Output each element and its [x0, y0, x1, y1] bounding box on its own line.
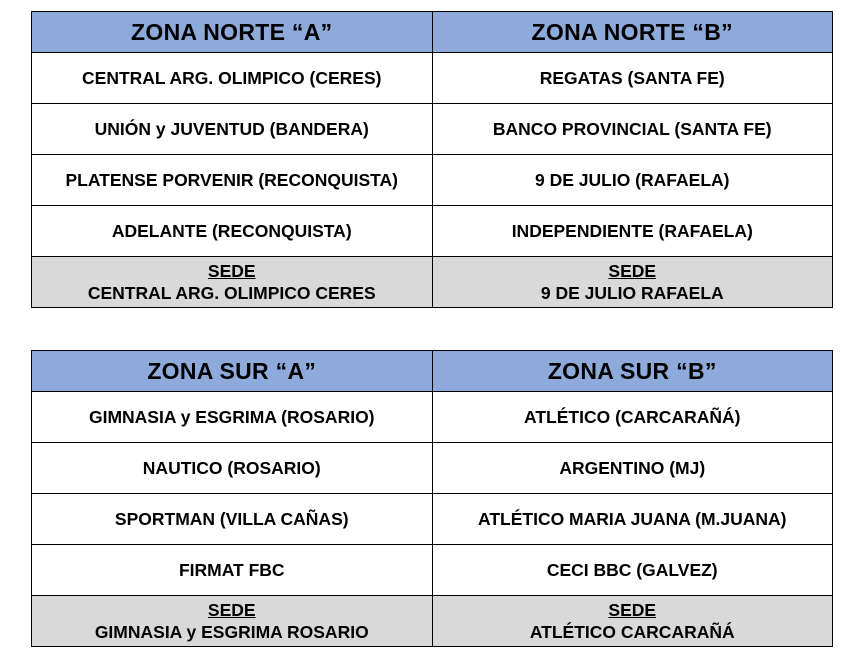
header-row — [32, 351, 833, 392]
sede-label: SEDE — [207, 261, 256, 281]
sede-label: SEDE — [207, 600, 256, 620]
team-cell: CENTRAL ARG. OLIMPICO (CERES) — [32, 53, 433, 104]
zona-norte-a-header: ZONA NORTE “A” — [32, 12, 433, 53]
zona-sur-table — [31, 350, 833, 647]
zona-norte-table — [31, 11, 833, 308]
sede-cell-sur-a — [32, 596, 433, 647]
sede-name: GIMNASIA y ESGRIMA ROSARIO — [94, 622, 369, 642]
table-row — [32, 104, 833, 155]
sede-label: SEDE — [608, 261, 657, 281]
table-row — [32, 545, 833, 596]
team-cell: 9 DE JULIO (RAFAELA) — [432, 155, 833, 206]
sede-cell-sur-b — [432, 596, 833, 647]
zona-sur-b-header: ZONA SUR “B” — [432, 351, 833, 392]
table-row — [32, 53, 833, 104]
sede-name: ATLÉTICO CARCARAÑÁ — [529, 622, 735, 642]
team-cell: ATLÉTICO (CARCARAÑÁ) — [432, 392, 833, 443]
zona-sur-a-header: ZONA SUR “A” — [32, 351, 433, 392]
team-cell: NAUTICO (ROSARIO) — [32, 443, 433, 494]
header-row — [32, 12, 833, 53]
team-cell: CECI BBC (GALVEZ) — [432, 545, 833, 596]
team-cell: REGATAS (SANTA FE) — [432, 53, 833, 104]
sede-name: CENTRAL ARG. OLIMPICO CERES — [87, 283, 376, 303]
table-row — [32, 443, 833, 494]
team-cell: ARGENTINO (MJ) — [432, 443, 833, 494]
table-row — [32, 155, 833, 206]
sede-cell-norte-a — [32, 257, 433, 308]
team-cell: INDEPENDIENTE (RAFAELA) — [432, 206, 833, 257]
sede-label: SEDE — [608, 600, 657, 620]
table-row — [32, 206, 833, 257]
team-cell: SPORTMAN (VILLA CAÑAS) — [32, 494, 433, 545]
team-cell: UNIÓN y JUVENTUD (BANDERA) — [32, 104, 433, 155]
team-cell: GIMNASIA y ESGRIMA (ROSARIO) — [32, 392, 433, 443]
team-cell: ATLÉTICO MARIA JUANA (M.JUANA) — [432, 494, 833, 545]
table-row — [32, 392, 833, 443]
team-cell: PLATENSE PORVENIR (RECONQUISTA) — [32, 155, 433, 206]
sede-cell-norte-b — [432, 257, 833, 308]
sede-row — [32, 596, 833, 647]
team-cell: BANCO PROVINCIAL (SANTA FE) — [432, 104, 833, 155]
team-cell: FIRMAT FBC — [32, 545, 433, 596]
sede-row — [32, 257, 833, 308]
table-row — [32, 494, 833, 545]
zona-norte-b-header: ZONA NORTE “B” — [432, 12, 833, 53]
team-cell: ADELANTE (RECONQUISTA) — [32, 206, 433, 257]
sede-name: 9 DE JULIO RAFAELA — [540, 283, 724, 303]
